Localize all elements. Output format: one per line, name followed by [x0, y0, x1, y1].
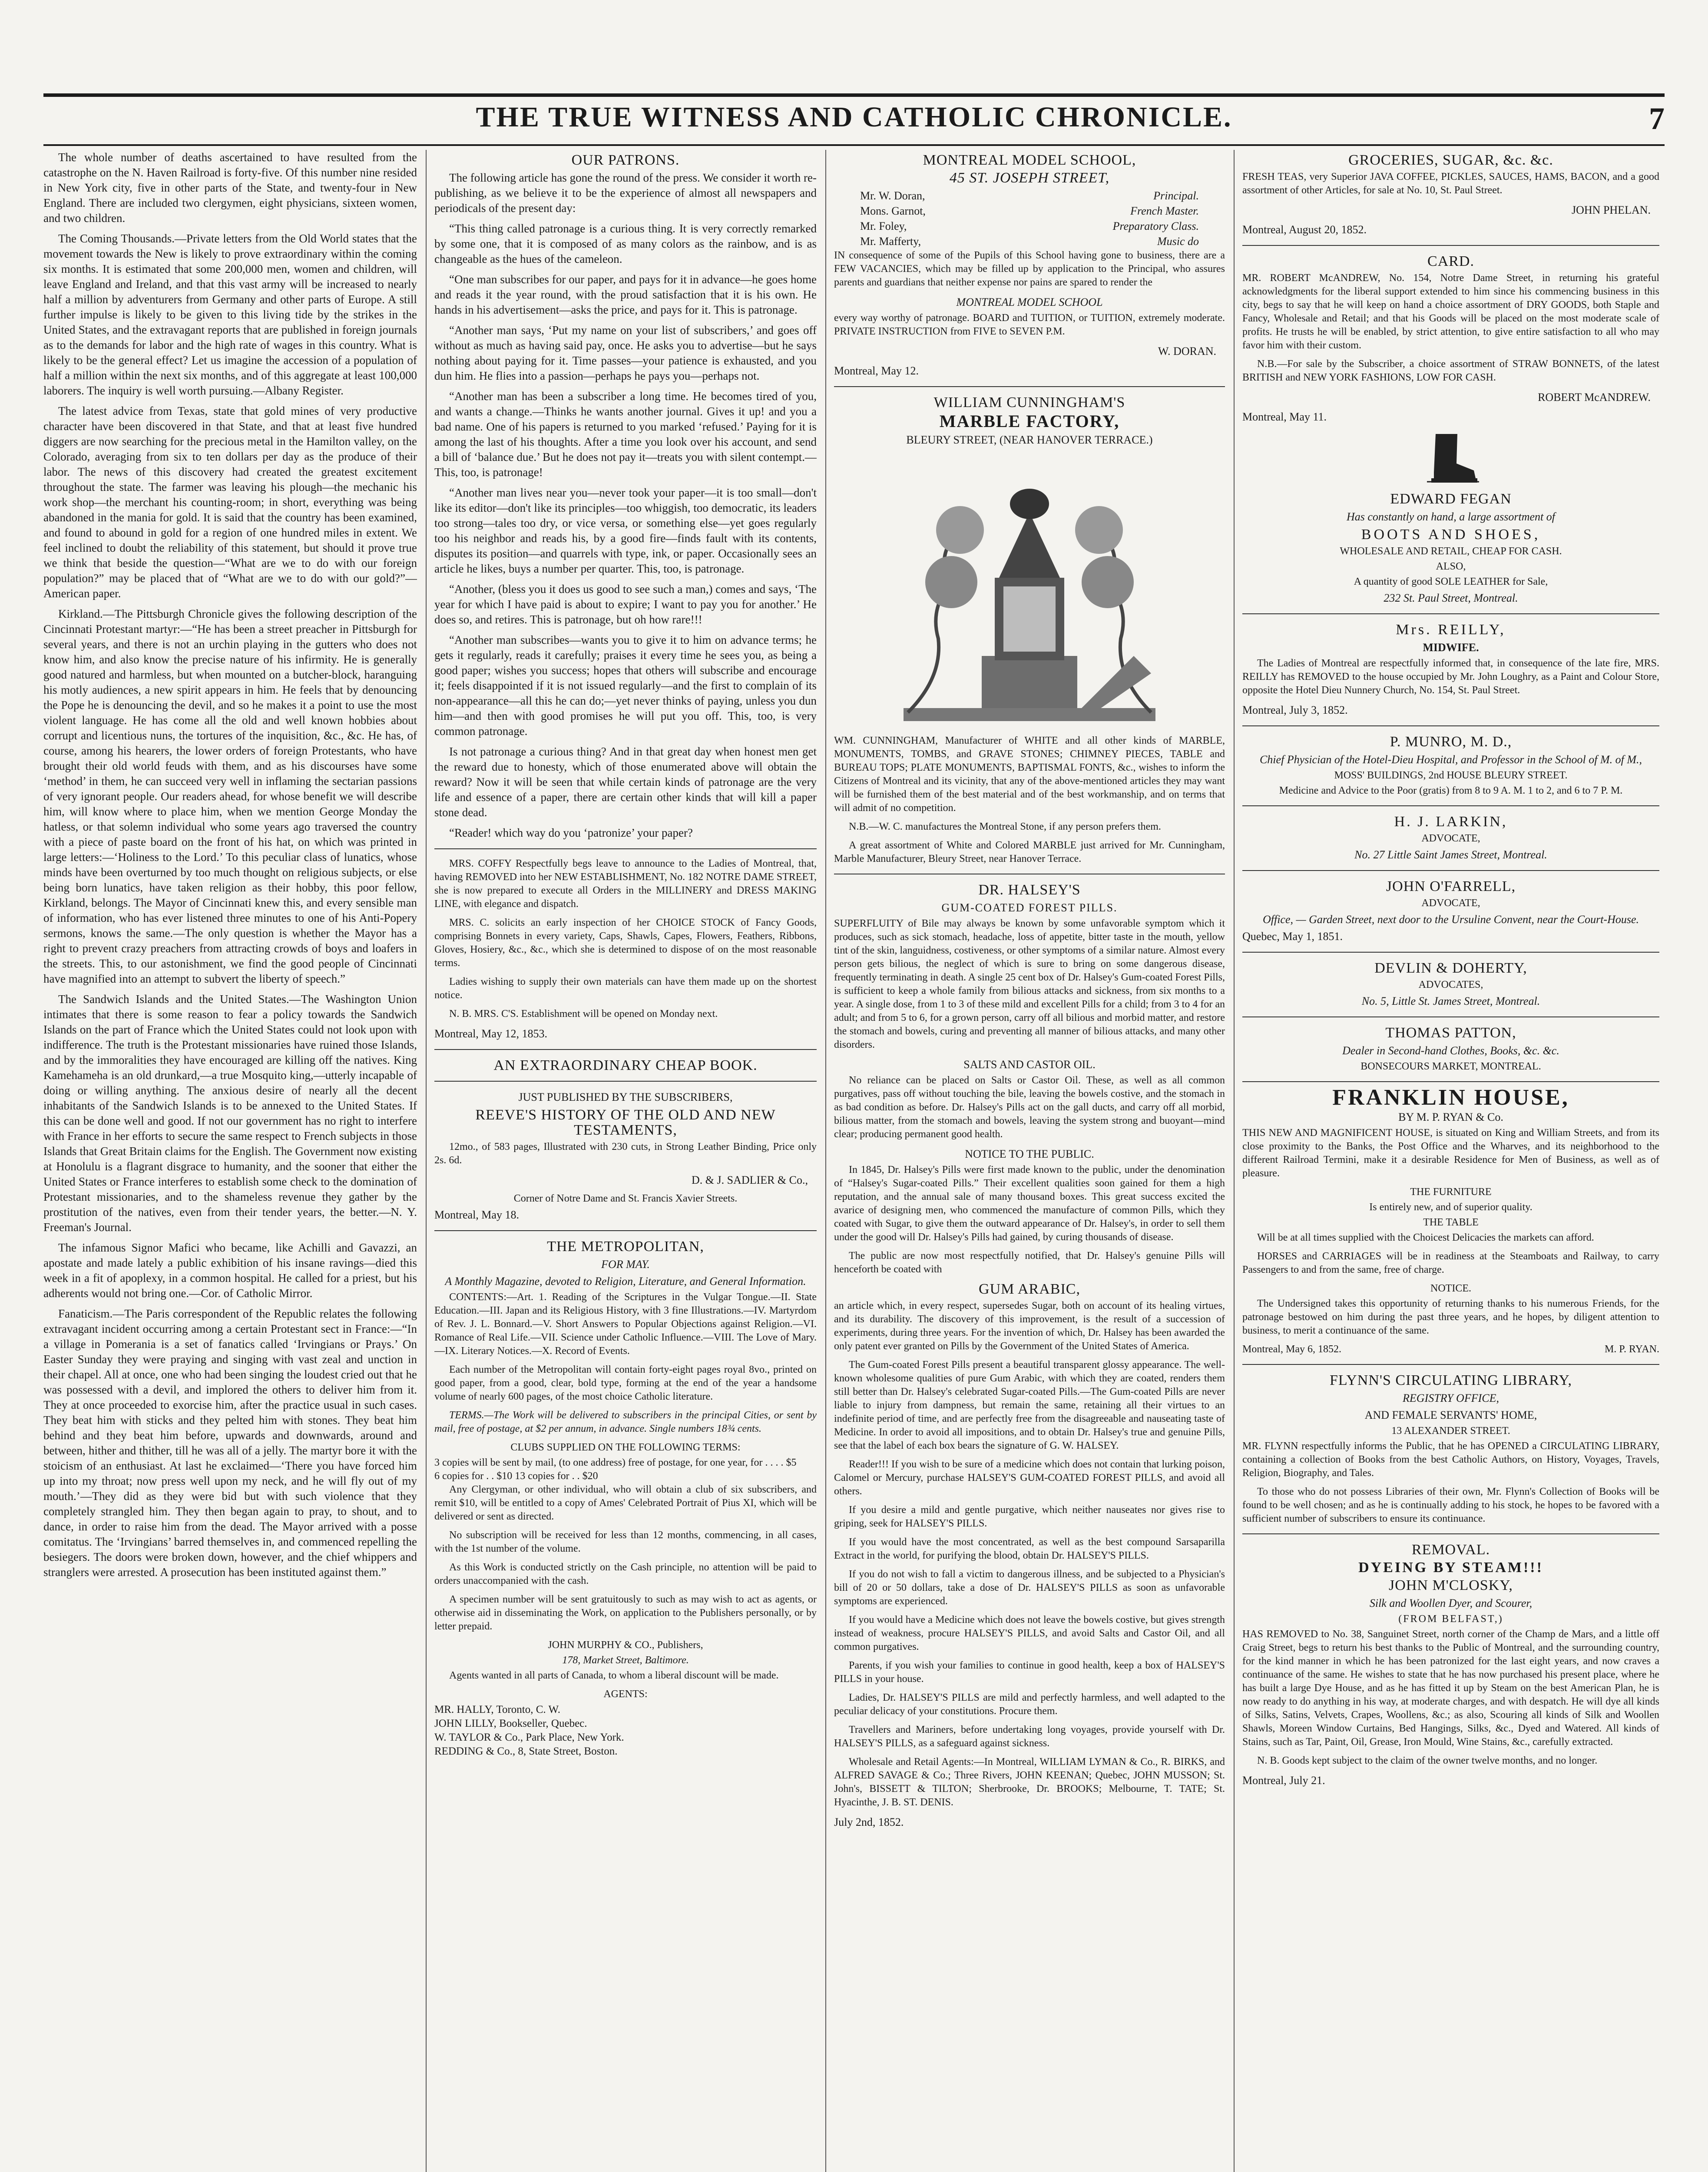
school-name: MONTREAL MODEL SCHOOL: [956, 296, 1103, 308]
ofarrell-name: JOHN O'FARRELL,: [1386, 878, 1516, 894]
school-address: 45 ST. JOSEPH STREET,: [949, 170, 1110, 186]
patrons-paragraph: “Another, (bless you it does us good to see such a man,) comes and says, ‘The year for which I have paid is about to expire; I want to pay you for another.’ He does so, and retires. This is patronage, but oh how rare!!!: [434, 583, 817, 626]
separator: [1242, 1016, 1659, 1017]
gum-body: Parents, if you wish your families to continue in good health, keep a box of HALSEY'S PILLS in your house.: [834, 1660, 1225, 1685]
school-body: IN consequence of some of the Pupils of this School having gone to business, there are a FEW VACANCIES, which may be filled up by application to the Principal, who assures parents and guardians that neither expense nor pains are spared to render the: [834, 250, 1225, 288]
gum-body: If you do not wish to fall a victim to dangerous illness, and be subjected to a Physician's bill of 20 or 50 dollars, take a dose of Dr. HALSEY'S PILLS as soon as unfavorable symptoms are experienced.: [834, 1569, 1225, 1607]
staff-role: French Master.: [1130, 205, 1199, 217]
franklin-by: BY M. P. RYAN & Co.: [1398, 1111, 1503, 1123]
school-heading: MONTREAL MODEL SCHOOL,: [923, 152, 1136, 168]
marble-body: WM. CUNNINGHAM, Manufacturer of WHITE and all other kinds of MARBLE, MONUMENTS, TOMBS, and GRAVE STONES; CHIMNEY PIECES, TABLE and BUREAU TOPS; PLATE MONUMENTS, BAPTISMAL FONTS, &c., wishes to inform the Citizens of Montreal and its vicinity, that any of the above-mentioned articles they may want will be furnished them of the best material and of the best workmanship, and on terms that will admit of no competition.: [834, 735, 1225, 814]
marble-body-2: N.B.—W. C. manufactures the Montreal Stone, if any person prefers them.: [849, 821, 1161, 832]
column-divider: [825, 150, 826, 2172]
dyer-title: Silk and Woollen Dyer, and Scourer,: [1369, 1597, 1533, 1609]
card-nb: N.B.—For sale by the Subscriber, a choice assortment of STRAW BONNETS, of the latest BRITISH and NEW YORK FASHIONS, LOW FOR CASH.: [1242, 358, 1659, 383]
furniture-body: Is entirely new, and of superior quality.: [1369, 1202, 1533, 1213]
staff-name: Mr. Foley,: [860, 220, 907, 232]
dyer-body: HAS REMOVED to No. 38, Sanguinet Street, north corner of the Champ de Mars, and a little off Craig Street, begs to return his best thanks to the Public of Montreal, and the surrounding country, for the kind manner in which he has been patronized for the last eight years, and now craves a continuance of the same. He wishes to state that he has now purchased his present place, where he has built a large Dye House, and as he has fitted it up by Steam on the best American Plan, he is now ready to do anything in his way, at moderate charges, and with despatch. He will dye all kinds of Silks, Satins, Velvets, Crapes, Woollens, &c.; as also, Scouring all kinds of Silk and Woollen Shawls, Moreen Window Curtains, Bed Hangings, Silks, &c., Dyed and Watered. All kinds of Stains, such as Tar, Paint, Oil, Grease, Iron Mould, Wine Stains, &c., carefully extracted.: [1242, 1629, 1659, 1748]
halsey-title: GUM-COATED FOREST PILLS.: [941, 901, 1118, 914]
patton-desc: Dealer in Second-hand Clothes, Books, &c. &c.: [1342, 1044, 1559, 1057]
metropolitan-terms: TERMS.—The Work will be delivered to subscribers in the principal Cities, or sent by mail, free of postage, at $2 per annum, in advance. Single numbers 18¾ cents.: [434, 1410, 817, 1434]
separator: [1242, 613, 1659, 614]
marble-heading: WILLIAM CUNNINGHAM'S: [933, 394, 1125, 411]
fegan-leather: A quantity of good SOLE LEATHER for Sale,: [1354, 576, 1548, 587]
agent-item: REDDING & Co., 8, State Street, Boston.: [434, 1745, 618, 1757]
notice-body: In 1845, Dr. Halsey's Pills were first made known to the public, under the denomination of “Halsey's Sugar-coated Pills.” Their excellent qualities soon gained for them a high reputation, and the annual sale of many thousand boxes. This great success excited the avarice of designing men, who commenced the manufacture of common Pills, which they coated with Sugar, to give them the outward appearance of Dr. Halsey's, in order to sell them under the good will Dr. Halsey's Pills had gained, by curing thousands of disease.: [834, 1164, 1225, 1243]
metropolitan-extra: A specimen number will be sent gratuitously to such as may wish to act as agents, or otherwise aid in disseminating the Work, on application to the Publishers personally, or by letter prepaid.: [434, 1594, 817, 1632]
marble-address: BLEURY STREET, (NEAR HANOVER TERRACE.): [906, 434, 1153, 446]
staff-role: Music do: [1157, 235, 1199, 248]
article-paragraph: Kirkland.—The Pittsburgh Chronicle gives the following description of the Cincinnati Protestant martyr:—“He has been a street preacher in Pittsburgh for several years, and there is not an urchin playing in the gutters who does not know him, and also know the precise nature of his infirmity. He is generally good natured and harmless, but when mounted on a butcher-block, haranguing his motly audiences, a new spirit appears in him. He feels that by denouncing the Pope he is denouncing the devil, and so he makes it a point to use the most violent language. He has come all the old and well known hobbies about corrupt and licentious nuns, the tortures of the inquisition, &c., &c. He has, of course, among his hearers, the lower orders of foreign Protestants, who have brought their old world feuds with them, and as his discourses have some ‘method’ in them, he can succeed very well in inflaming the sectarian passions of very ignorant people. Our readers ahead, for whose benefit we will describe him, will know where to place him, when we mention George Monday the hatless, or that solemn individual who some years ago traversed the country with a piece of paste board on the front of his hat, on which was printed in large letters:—‘Holiness to the Lord.’ To this peculiar class of lunatics, whose minds have been overturned by too much thought on religious subjects, or else being born lunatics, have taken religion as their hobby, this poor fellow, Kirkland, belongs. The Mayor of Cincinnati knew this, and every sensible man of information, who has ever listened three minutes to one of his Anti-Popery sermons, knows the same.—The only question is whether the Mayor has a right to prevent crazy preachers from attracting crowds of boys and loafers in the streets. This, to our astonishment, we find the good people of Cincinnati have magnified into an attempt to subvert the liberty of speech.”: [43, 607, 417, 985]
cheap-book-heading: AN EXTRAORDINARY CHEAP BOOK.: [493, 1057, 758, 1073]
notice-body: The public are now most respectfully notified, that Dr. Halsey's genuine Pills will henceforth be coated with: [834, 1250, 1225, 1275]
patrons-paragraph: “Another man has been a subscriber a long time. He becomes tired of you, and wants a change.—Thinks he wants another journal. Gives it up! and you a bad name. One of his papers is returned to you marked ‘refused.’ Paying for it is among the last of his thoughts. After a time you look over his account, and send a bill of ‘balance due.’ But he does not pay it—treats you with silent contempt.—This, too, is patronage!: [434, 390, 817, 479]
flynn-body: MR. FLYNN respectfully informs the Public, that he has OPENED a CIRCULATING LIBRARY, containing a collection of Books from the best Catholic Authors, on History, Voyages, Travels, Religion, Biography, and Tales.: [1242, 1440, 1659, 1479]
munro-hours: Medicine and Advice to the Poor (gratis) from 8 to 9 A. M. 1 to 2, and 6 to 7 P. M.: [1279, 785, 1623, 796]
monument-illustration: [890, 452, 1168, 730]
school-date: Montreal, May 12.: [834, 364, 919, 377]
larkin-name: H. J. LARKIN,: [1394, 814, 1508, 830]
masthead: [43, 101, 1665, 149]
salts-heading: SALTS AND CASTOR OIL.: [963, 1058, 1096, 1071]
reilly-body: The Ladies of Montreal are respectfully informed that, in consequence of the late fire, MRS. REILLY has REMOVED to the house occupied by Mr. John Loughry, as a Paint and Colour Store, opposite the Hotel Dieu Nunnery Church, No. 154, St. Paul Street.: [1242, 658, 1659, 696]
boot-icon: [1418, 430, 1483, 486]
separator: [1242, 1364, 1659, 1365]
school-signature: W. DORAN.: [1158, 345, 1216, 358]
franklin-footer: [1242, 1343, 1659, 1356]
metropolitan-publisher: JOHN MURPHY & CO., Publishers,: [548, 1639, 703, 1651]
coffy-ad: MRS. COFFY Respectfully begs leave to announce to the Ladies of Montreal, that, having REMOVED into her NEW ESTABLISHMENT, No. 182 NOTRE DAME STREET, she is now prepared to execute all Orders in the MILLINERY and DRESS MAKING LINE, with elegance and dispatch.: [434, 858, 817, 910]
coffy-ad: Ladies wishing to supply their own materials can have them made up on the shortest notice.: [434, 976, 817, 1001]
reeve-date: Montreal, May 18.: [434, 1209, 519, 1221]
flynn-sub: REGISTRY OFFICE,: [1403, 1392, 1499, 1404]
fegan-name: EDWARD FEGAN: [1390, 491, 1512, 507]
patrons-paragraph: “This thing called patronage is a curious thing. It is very correctly remarked by some one, that it is composed of as many colors as the rainbow, and is as changeable as the hues of the cameleon.: [434, 222, 817, 265]
reeve-title: REEVE'S HISTORY OF THE OLD AND NEW TESTAMENTS,: [475, 1107, 776, 1138]
furniture-heading: THE FURNITURE: [1410, 1186, 1492, 1198]
salts-body: No reliance can be placed on Salts or Castor Oil. These, as well as all common purgatives, pass off without touching the bile, leaving the bowels costive, and the stomach in as bad condition as before. Dr. Halsey's Pills act on the gall ducts, and carry off all morbid, bilious matter, from the stomach and bowels, leaving the system strong and buoyant—mind clear; producing permanent good health.: [834, 1075, 1225, 1140]
patrons-paragraph: The following article has gone the round of the press. We consider it worth re-publishing, as we believe it to be the experience of almost all newspapers and periodicals of the present day:: [434, 171, 817, 215]
separator: [1242, 805, 1659, 806]
dyer-nb: N. B. Goods kept subject to the claim of the owner twelve months, and no longer.: [1257, 1755, 1598, 1766]
separator: [434, 848, 817, 849]
munro-name: P. MUNRO, M. D.,: [1390, 734, 1512, 750]
reeve-sig2: Corner of Notre Dame and St. Francis Xavier Streets.: [513, 1193, 738, 1204]
column-divider: [1234, 150, 1235, 2172]
franklin-body: THIS NEW AND MAGNIFICENT HOUSE, is situated on King and William Streets, and from its close proximity to the Banks, the Post Office and the Wharves, and its neighborhood to the different Railroad Termini, make it a desirable Residence for Men of Business, as well as of pleasure.: [1242, 1127, 1659, 1179]
larkin-role: ADVOCATE,: [1421, 833, 1480, 844]
column-4: [1242, 150, 1659, 2172]
patrons-paragraph: “One man subscribes for our paper, and pays for it in advance—he goes home and reads it the year round, with the proud satisfaction that it is his own. He hands in his advertisement—asks the price, and pays for it. This is patronage.: [434, 273, 817, 316]
metropolitan-extra: Any Clergyman, or other individual, who will obtain a club of six subscribers, and remit $10, will be entitled to a copy of Ames' Celebrated Portrait of Pius XI, which will be delivered or sent as directed.: [434, 1484, 817, 1522]
gum-body: The Gum-coated Forest Pills present a beautiful transparent glossy appearance. The well-known wholesome qualities of pure Gum Arabic, with which they are coated, renders them still better than Dr. Halsey's celebrated Sugar-coated Pills.—The Gum-coated Pills are never liable to injury from dampness, but remain the same, retaining all their virtues to an indefinite period of time, and are perfectly free from the disagreeable and nauseating taste of Medicine. In order to avoid all impositions, and to obtain Dr. Halsey's true and genuine Pills, see that the label of each box bears the signature of G. W. HALSEY.: [834, 1359, 1225, 1451]
patrons-paragraph: “Reader! which way do you ‘patronize’ your paper?: [449, 826, 693, 839]
article-paragraph: The Sandwich Islands and the United States.—The Washington Union intimates that there is some reason to fear a policy towards the Sandwich Islands on the part of France which the United States could not look upon with indifference. The truth is the Protestant missionaries have ruined those Islands, and by the immoralities they have encouraged are killing off the natives. King Kamehameha is an old drunkard,—a true Mosquito king,—utterly incapable of doing or willing anything. The anxious desire of nearly all the decent inhabitants of the Sandwich Islands is to be annexed to the United States. If this can be done well and good. If not our government has no right to interfere with France in her efforts to secure the same respect to French subjects in those Islands that Great Britain claims for the English. The Government now existing at Honolulu is a flagrant disgrace to humanity, and the sooner that either the United States or France interferes to establish some check to the domination of Protestant missionaries, and to the shameless revenue they gather by the prostitution of the natives, even from their tender years, the better.—N. Y. Freeman's Journal.: [43, 993, 417, 1234]
patrons-paragraph: “Another man says, ‘Put my name on your list of subscribers,’ and goes off without as much as having said pay, once. He asks you to advertise—but he says nothing about paying for it. Time passes—your patience is exhausted, and you dun him. He flies into a passion—perhaps he pays you—perhaps not.: [434, 324, 817, 382]
metropolitan-publisher-address: 178, Market Street, Baltimore.: [562, 1655, 689, 1666]
reilly-role: MIDWIFE.: [1423, 641, 1479, 654]
devlin-address: No. 5, Little St. James Street, Montreal.: [1361, 995, 1540, 1007]
flynn-sub-2: AND FEMALE SERVANTS' HOME,: [1364, 1409, 1537, 1421]
article-paragraph: The latest advice from Texas, state that gold mines of very productive character have been discovered in that State, and that at least five hundred diggers are now searching for the precious metal in the Hamilton valley, on the Colorado, averaging from six to ten dollars per day as the produce of their labor. The news of this discovery had created the greatest excitement throughout the state. The farmer was leaving his plough—the mechanic his work shop—the merchant his counting-room; in short, everything was being abandoned in the mania for gold. It is said that the country has been examined, and found to abound in gold for a region of one hundred miles in extent. We feel inclined to doubt the reliability of this statement, but should it prove true we think that beside the question—“What are we to do with our foreign population?” may be placed that of “What are we to do with our gold?”—American paper.: [43, 404, 417, 600]
patton-address: BONSECOURS MARKET, MONTREAL.: [1360, 1061, 1541, 1072]
fegan-address: 232 St. Paul Street, Montreal.: [1384, 592, 1518, 604]
metropolitan-agents-note: Agents wanted in all parts of Canada, to whom a liberal discount will be made.: [449, 1670, 779, 1681]
separator: [434, 1049, 817, 1050]
gum-body: Travellers and Mariners, before undertaking long voyages, provide yourself with Dr. HALSEY'S PILLS, as a safeguard against sickness.: [834, 1724, 1225, 1749]
flynn-body-2: To those who do not possess Libraries of their own, Mr. Flynn's Collection of Books will be found to be well chosen; and as he is continually adding to his stock, he hopes to be favored with a sufficient number of subscribers to ensure its continuance.: [1242, 1486, 1659, 1524]
coffy-ad: N. B. MRS. C'S. Establishment will be opened on Monday next.: [449, 1008, 718, 1020]
article-paragraph: Fanaticism.—The Paris correspondent of the Republic relates the following extravagant incident occurring among a certain Protestant sect in France:—“In a village in Pomerania is a set of fanatics called ‘Irvingians or Prays.’ On Easter Sunday they were praying and singing with vast zeal and unction in their chapel. All at once, one who had been singing the loudest cried out that he was possessed with a devil, and implored the others to deliver him from it. They at once proceeded to exorcise him, after the practice usual in such cases. They beat him with sticks and they pelted him with stones. They beat him behind and they beat him before, upwards and downwards, around and between, hither and thither, till he was all of a jelly. The martyr bore it with the stoicism of an enthusiast. At last he exclaimed—‘There you have forced him up into my throat; now press well upon my neck, and he will fly out of my mouth.’—They did as they were bid but with such violence that they completely strangled him. They then began again to pray, to shout, and to dance, in order to raise him from the dead. The Mayor arrived with a posse comitatus. The ‘Irvingians’ barred themselves in, and commenced repelling the besiegers. The doors were broken down, however, and the chief whippers and stranglers were arrested. A prosecution has been instituted against them.”: [43, 1307, 417, 1579]
reilly-name: Mrs. REILLY,: [1396, 622, 1506, 638]
halsey-body: SUPERFLUITY of Bile may always be known by some unfavorable symptom which it produces, such as sick stomach, headache, loss of appetite, bitter taste in the mouth, yellow tint of the skin, languidness, costiveness, or other symptoms of a similar nature. Almost every person gets bilious, the neglect of which is sure to bring on some dangerous disease, frequently terminating in death. A single 25 cent box of Dr. Halsey's Gum-coated Forest Pills, is sufficient to keep a whole family from bilious attacks and sickness, from six months to a year. A single dose, from 1 to 3 of these mild and excellent Pills for a child; from 3 to 4 for an adult; and from 5 to 6, for a grown person, carry off all bilious and morbid matter, and restore the stomach and bowels, curing and preventing all manner of bilious attacks, and many other disorders.: [834, 918, 1225, 1050]
staff-name: Mons. Garnot,: [860, 205, 926, 217]
column-2: [434, 150, 817, 2172]
devlin-role: ADVOCATES,: [1418, 979, 1483, 990]
article-paragraph: The infamous Signor Mafici who became, like Achilli and Gavazzi, an apostate and made lately a public exhibition of his insane ravings—died this week in a fit of apoplexy, in a common hospital. He called for a priest, but his adherents would not bring one.—Cor. of Catholic Mirror.: [43, 1241, 417, 1300]
notice-heading: NOTICE TO THE PUBLIC.: [965, 1148, 1094, 1160]
table-body: Will be at all times supplied with the Choicest Delicacies the markets can afford.: [1257, 1232, 1594, 1243]
grocer-heading: GROCERIES, SUGAR, &c. &c.: [1348, 152, 1553, 168]
masthead-title: THE TRUE WITNESS AND CATHOLIC CHRONICLE.: [476, 101, 1232, 133]
flynn-heading: FLYNN'S CIRCULATING LIBRARY,: [1329, 1372, 1572, 1388]
grocer-body: FRESH TEAS, very Superior JAVA COFFEE, PICKLES, SAUCES, HAMS, BACON, and a good assortment of other Articles, for sale at No. 10, St. Paul Street.: [1242, 171, 1659, 196]
munro-title: Chief Physician of the Hotel-Dieu Hospital, and Professor in the School of M. of M.,: [1259, 753, 1642, 766]
metropolitan-extra: No subscription will be received for less than 12 months, commencing, in all cases, with the 1st number of the volume.: [434, 1530, 817, 1554]
card-body: MR. ROBERT McANDREW, No. 154, Notre Dame Street, in returning his grateful acknowledgments for the liberal support extended to him since his commencing business in this city, begs to say that he will keep on hand a choice assortment of DRY GOODS, both Staple and Fancy, Wholesale and Retail; and that his Goods will be placed on the most moderate scale of profits. He trusts he will be enabled, by strict attention, to give entire satisfaction to all who may favor him with their custom.: [1242, 272, 1659, 351]
marble-title: MARBLE FACTORY,: [939, 411, 1120, 431]
reilly-date: Montreal, July 3, 1852.: [1242, 704, 1348, 716]
metropolitan-for: FOR MAY.: [601, 1258, 650, 1271]
patrons-paragraph: Is not patronage a curious thing? And in that great day when honest men get the reward due to honesty, which of those enumerated above will obtain the reward? Now it will be seen that while certain kinds of patronage are the very life and essence of a paper, there are certain other kinds that will kill a paper stone dead.: [434, 745, 817, 819]
patton-name: THOMAS PATTON,: [1385, 1025, 1516, 1041]
coffy-ad: MRS. C. solicits an early inspection of her CHOICE STOCK of Fancy Goods, comprising Bonnets in every variety, Caps, Shawls, Capes, Flowers, Feathers, Ribbons, Gloves, Hosiery, &c., &c., which she is determined to dispose of on the most reasonable terms.: [434, 917, 817, 969]
article-paragraph: The whole number of deaths ascertained to have resulted from the catastrophe on the N. Haven Railroad is forty-five. Of this number nine resided in New York city, five in other parts of the State, and twenty-four in New England. There are included two clergymen, eight physicians, sixteen women, and two children.: [43, 151, 417, 225]
dyer-from: (FROM BELFAST,): [1398, 1613, 1503, 1625]
clubs-line: 6 copies for . . $10 13 copies for . . $20: [434, 1470, 598, 1482]
metropolitan-contents: CONTENTS:—Art. 1. Reading of the Scriptures in the Vulgar Tongue.—II. State Education.—III. Japan and its Religious History, with 3 fine Illustrations.—IV. Martyrdom of Rev. J. L. Bonnard.—V. Short Answers to Popular Objections against Religion.—VI. Romance of Real Life.—VII. Science under Catholic Influence.—VIII. The Love of Mary.—IX. Literary Notices.—X. Record of Events.: [434, 1291, 817, 1357]
flynn-address: 13 ALEXANDER STREET.: [1391, 1425, 1510, 1437]
franklin-signature: M. P. RYAN.: [1604, 1344, 1659, 1355]
separator: [1242, 1533, 1659, 1534]
separator: [834, 386, 1225, 387]
gum-body: Wholesale and Retail Agents:—In Montreal, WILLIAM LYMAN & Co., R. BIRKS, and ALFRED SAVAGE & Co.; Three Rivers, JOHN KEENAN; Quebec, JOHN MUSSON; St. John's, BISSETT & TILTON; Sherbrooke, Dr. BROOKS; Melbourne, T. TATE; St. Hyacinthe, J. B. ST. DENIS.: [834, 1756, 1225, 1808]
metropolitan-body: Each number of the Metropolitan will contain forty-eight pages royal 8vo., printed on good paper, from a good, clear, bold type, forming at the end of the year a handsome volume of nearly 600 pages, of the most choice Catholic literature.: [434, 1364, 817, 1402]
clubs-line: 3 copies will be sent by mail, (to one address) free of postage, for one year, for . . . . $5: [434, 1457, 797, 1468]
separator: [1242, 952, 1659, 953]
larkin-address: No. 27 Little Saint James Street, Montreal.: [1354, 848, 1547, 861]
gum-arabic-heading: GUM ARABIC,: [979, 1281, 1080, 1297]
patrons-paragraph: “Another man subscribes—wants you to give it to him on advance terms; he gets it regularly, reads it carefully; praises it every time he sees you, as being a good paper; wishes you success; hopes that others will subscribe and encourage it; feels disappointed if it is not issued regularly—and the first to complain of its non-appearance—all this he can do;—yet never thinks of paying, unless you dun him—and then with good promises he will put you off. This, too, is very common patronage.: [434, 633, 817, 738]
card-date: Montreal, May 11.: [1242, 411, 1327, 423]
ofarrell-date: Quebec, May 1, 1851.: [1242, 930, 1343, 943]
metropolitan-sub: A Monthly Magazine, devoted to Religion, Literature, and General Information.: [445, 1275, 806, 1288]
staff-name: Mr. W. Doran,: [860, 189, 925, 202]
fegan-terms: WHOLESALE AND RETAIL, CHEAP FOR CASH.: [1340, 546, 1562, 557]
franklin-heading: FRANKLIN HOUSE,: [1332, 1085, 1569, 1110]
dyer-name: JOHN M'CLOSKY,: [1389, 1577, 1513, 1593]
grocer-signature: JOHN PHELAN.: [1572, 204, 1651, 216]
dyeing-heading: DYEING BY STEAM!!!: [1358, 1559, 1543, 1576]
agents-heading: AGENTS:: [603, 1689, 648, 1700]
separator: [434, 1230, 817, 1231]
gum-body: Ladies, Dr. HALSEY'S PILLS are mild and perfectly harmless, and well adapted to the peculiar delicacy of your constitutions. Procure them.: [834, 1692, 1225, 1717]
clubs-heading: CLUBS SUPPLIED ON THE FOLLOWING TERMS:: [510, 1442, 741, 1453]
halsey-heading: DR. HALSEY'S: [978, 882, 1081, 898]
column-divider: [426, 150, 427, 2172]
removal-heading: REMOVAL.: [1411, 1542, 1490, 1558]
halsey-date: July 2nd, 1852.: [834, 1816, 904, 1828]
horses-body: HORSES and CARRIAGES will be in readiness at the Steamboats and Railway, to carry Passengers to and from the same, free of charge.: [1242, 1251, 1659, 1275]
reeve-desc: 12mo., of 583 pages, Illustrated with 230 cuts, in Strong Leather Binding, Price only 2s. 6d.: [434, 1141, 817, 1166]
separator: [1242, 870, 1659, 871]
fegan-also: ALSO,: [1436, 561, 1466, 572]
column-3: [834, 150, 1225, 2172]
page-number: 7: [1649, 101, 1665, 136]
card-heading: CARD.: [1427, 253, 1474, 269]
gum-body: If you would have the most concentrated, as well as the best compound Sarsaparilla Extract in the world, for purifying the blood, obtain Dr. HALSEY'S PILLS.: [834, 1536, 1225, 1561]
reeve-sig: D. & J. SADLIER & Co.,: [692, 1174, 808, 1186]
staff-row: [834, 234, 1225, 249]
gum-body: Reader!!! If you wish to be sure of a medicine which does not contain that lurking poison, Calomel or Mercury, purchase HALSEY'S GUM-COATED FOREST PILLS, and avoid all others.: [834, 1459, 1225, 1497]
agent-item: W. TAYLOR & Co., Park Place, New York.: [434, 1732, 624, 1743]
article-paragraph: The Coming Thousands.—Private letters from the Old World states that the movement towards the New is likely to prove extraordinary within the coming six months. It is estimated that some 200,000 men, women and children, will leave England and Ireland, and that this vast army will be increased to nearly half a million by adventurers from Germany and other parts of Europe. A still further impulse is likely to be given to this living tide by the strikes in the United States, and the extravagant reports that are published in foreign journals as to the demands for labor and the high rate of wages in this country. What is likely to be the general effect? Let us imagine the accession of a population of half a million within the next six months, and of this aggregate at least 100,000 laborers. The inquiry is well worth pursuing.—Albany Register.: [43, 232, 417, 397]
separator: [1242, 1081, 1659, 1082]
franklin-notice-body: The Undersigned takes this opportunity of returning thanks to his numerous Friends, for the patronage bestowed on him during the past three years, and he hopes, by diligent attention to business, to merit a continuance of the same.: [1242, 1298, 1659, 1336]
gum-body: If you desire a mild and gentle purgative, which neither nauseates nor gives rise to griping, seek for HALSEY'S PILLS.: [834, 1504, 1225, 1529]
staff-row: [834, 203, 1225, 219]
agent-item: JOHN LILLY, Bookseller, Quebec.: [434, 1718, 587, 1729]
coffy-date: Montreal, May 12, 1853.: [434, 1027, 547, 1040]
column-1: [43, 150, 417, 2172]
masthead-rule: [43, 144, 1665, 146]
dyer-date: Montreal, July 21.: [1242, 1774, 1325, 1787]
staff-row: [834, 219, 1225, 234]
staff-row: [834, 188, 1225, 203]
table-heading: THE TABLE: [1423, 1217, 1479, 1228]
top-rule: [43, 93, 1665, 97]
fegan-line: Has constantly on hand, a large assortment of: [1346, 510, 1556, 523]
patrons-paragraph: “Another man lives near you—never took your paper—it is too small—don't like its editor—don't like its principles—too whiggish, too democratic, its leaders too strong—tales too dry, or vice versa, or something else—yet goes regularly too his neighbor and reads his, by a good fire—finds fault with its contents, disputes its position—and quarrels with type, ink, or paper. Occasionally sees an article he likes, buys a number per quarter. This, too, is patronage.: [434, 486, 817, 575]
separator: [1242, 245, 1659, 246]
fegan-goods: BOOTS AND SHOES,: [1361, 526, 1541, 543]
agents-list: [434, 1703, 817, 1758]
metropolitan-heading: THE METROPOLITAN,: [547, 1238, 704, 1255]
gum-body: an article which, in every respect, supersedes Sugar, both on account of its healing virtues, and its durability. The discovery of this improvement, is the result of a succession of experiments, during three years. For the invention of which, Dr. Halsey has been awarded the only patent ever granted on Pills by the Government of the United States of America.: [834, 1300, 1225, 1352]
card-signature: ROBERT McANDREW.: [1538, 391, 1651, 404]
staff-role: Preparatory Class.: [1112, 220, 1199, 232]
staff-role: Principal.: [1153, 189, 1199, 202]
marble-body-3: A great assortment of White and Colored MARBLE just arrived for Mr. Cunningham, Marble Manufacturer, Bleury Street, near Hanover Terrace.: [834, 840, 1225, 864]
patrons-heading: OUR PATRONS.: [571, 152, 680, 168]
school-body-2: every way worthy of patronage. BOARD and TUITION, or TUITION, extremely moderate. PRIVATE INSTRUCTION from FIVE to SEVEN P.M.: [834, 312, 1225, 337]
franklin-notice: NOTICE.: [1430, 1283, 1471, 1294]
grocer-date: Montreal, August 20, 1852.: [1242, 223, 1367, 236]
cheap-book-sub: JUST PUBLISHED BY THE SUBSCRIBERS,: [518, 1091, 733, 1103]
ofarrell-role: ADVOCATE,: [1421, 897, 1480, 909]
munro-address: MOSS' BUILDINGS, 2nd HOUSE BLEURY STREET.: [1334, 770, 1568, 781]
franklin-date: Montreal, May 6, 1852.: [1242, 1344, 1341, 1355]
ofarrell-address: Office, — Garden Street, next door to the Ursuline Convent, near the Court-House.: [1262, 913, 1639, 926]
separator: [1242, 725, 1659, 726]
gum-body: If you would have a Medicine which does not leave the bowels costive, but gives strength instead of weakness, procure HALSEY'S PILLS, and avoid Salts and Castor Oil, and all common purgatives.: [834, 1614, 1225, 1652]
agent-item: MR. HALLY, Toronto, C. W.: [434, 1704, 561, 1715]
separator: [434, 1081, 817, 1082]
devlin-name: DEVLIN & DOHERTY,: [1374, 960, 1527, 976]
metropolitan-extra: As this Work is conducted strictly on the Cash principle, no attention will be paid to orders unaccompanied with the cash.: [434, 1562, 817, 1586]
staff-name: Mr. Mafferty,: [860, 235, 921, 248]
